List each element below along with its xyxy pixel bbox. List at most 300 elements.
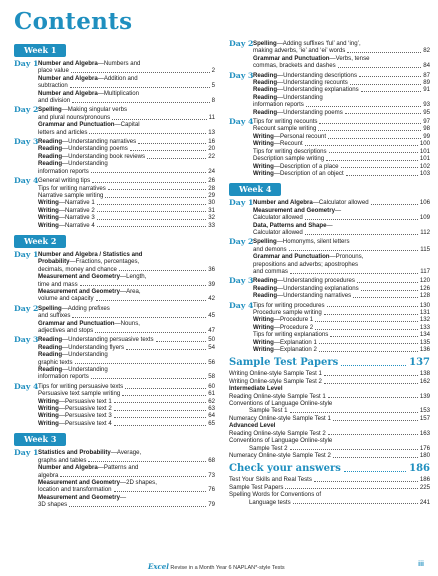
toc-entry[interactable] — [253, 79, 430, 86]
toc-entry[interactable] — [253, 101, 430, 108]
day-label: Day 4 — [229, 117, 254, 127]
entry-topic: —Narrative 1 — [58, 199, 95, 207]
entry-title — [38, 405, 112, 412]
toc-entry[interactable] — [38, 97, 215, 104]
entry-topic: graphic texts — [38, 358, 73, 366]
day-label: Day 3 — [229, 276, 254, 286]
toc-entry[interactable] — [38, 359, 215, 366]
dot-leader — [305, 219, 418, 220]
toc-entry[interactable] — [38, 312, 215, 319]
toc-entry[interactable] — [38, 366, 215, 373]
entry-topic: Numeracy Online-style Sample Test 2 — [229, 451, 331, 459]
entry-topic: Narrative sample writing — [38, 191, 104, 199]
dot-leader — [89, 133, 206, 134]
day-label: Day 3 — [229, 70, 254, 80]
entry-topic: Numeracy Online-style Sample Test 1 — [229, 414, 331, 422]
toc-entry[interactable] — [229, 378, 430, 385]
toc-entry[interactable] — [38, 344, 215, 351]
entry-topic: —Understanding flyers — [62, 343, 125, 351]
toc-entry[interactable] — [38, 479, 215, 486]
toc-entry[interactable] — [38, 67, 215, 74]
entry-page-number: 24 — [208, 167, 215, 175]
entry-topic: —Procedure 1 — [273, 316, 314, 324]
entry-title — [38, 258, 139, 265]
toc-entry[interactable] — [38, 222, 215, 229]
entry-page-number: 50 — [208, 336, 215, 344]
entry-subject: Grammar and Punctuation — [38, 121, 115, 129]
toc-entry[interactable] — [253, 331, 430, 338]
day-block — [14, 177, 215, 229]
entry-subject: Reading — [38, 138, 63, 146]
entry-title — [253, 133, 326, 140]
sample-tests-title: Sample Test Papers — [229, 357, 339, 369]
entry-topic: commas, brackets and dashes — [253, 62, 336, 70]
entry-title — [229, 484, 283, 491]
entry-page-number: 20 — [208, 145, 215, 153]
entry-topic: Tips for writing persuasive texts — [38, 382, 124, 390]
toc-entry[interactable] — [253, 118, 430, 125]
entry-page-number: 64 — [208, 412, 215, 420]
toc-entry[interactable] — [229, 437, 430, 444]
entry-page-number: 99 — [423, 132, 430, 140]
entry-title — [38, 222, 95, 229]
entry-page-number: 29 — [208, 191, 215, 199]
toc-entry[interactable] — [38, 405, 215, 412]
dot-leader — [318, 130, 421, 131]
entry-topic: Sample Test 1 — [249, 407, 288, 415]
entry-topic: location and transformation — [38, 486, 112, 494]
entry-page-number: 102 — [419, 162, 430, 170]
entry-subject: Reading — [38, 145, 63, 153]
entry-topic: Test Your Skills and Real Tests — [229, 476, 312, 484]
day-block — [14, 383, 215, 427]
toc-entry[interactable] — [38, 412, 215, 419]
dot-leader — [92, 182, 206, 183]
dot-leader — [324, 375, 418, 376]
toc-entry[interactable] — [38, 160, 215, 167]
dot-leader — [91, 378, 206, 379]
dot-leader — [319, 351, 418, 352]
day-label: Day 2 — [229, 237, 254, 247]
entry-topic: Recount sample writing — [253, 125, 317, 133]
toc-entry[interactable] — [229, 499, 430, 506]
toc-entry[interactable] — [253, 62, 430, 69]
entry-page-number: 42 — [208, 295, 215, 303]
page-title: Contents — [14, 8, 133, 35]
toc-entry[interactable] — [253, 346, 430, 353]
entry-topic: — — [326, 221, 333, 229]
entry-title — [253, 148, 327, 155]
week-label: Week 1 — [14, 44, 66, 57]
entry-topic: —2D shapes, — [119, 478, 157, 486]
entry-topic: —Understanding — [62, 366, 108, 374]
toc-entry[interactable] — [38, 145, 215, 152]
toc-entry[interactable] — [38, 251, 215, 258]
toc-entry[interactable] — [229, 452, 430, 459]
toc-entry[interactable] — [253, 133, 430, 140]
toc-entry[interactable] — [229, 385, 430, 392]
toc-entry[interactable] — [253, 47, 430, 54]
entry-page-number: 100 — [419, 140, 430, 148]
entry-page-number: 128 — [419, 292, 430, 300]
sample-tests-page: 137 — [409, 357, 430, 369]
day-block — [229, 40, 430, 70]
toc-entry[interactable] — [229, 422, 430, 429]
entry-topic: —Understanding explanations — [277, 284, 359, 292]
toc-entry[interactable] — [229, 445, 430, 452]
toc-entry[interactable] — [229, 400, 430, 407]
entry-title — [38, 273, 146, 280]
entry-subject: Advanced Level — [229, 422, 276, 430]
toc-entry[interactable] — [253, 140, 430, 147]
entry-subject: Writing — [253, 338, 274, 346]
entry-topic: —Understanding — [62, 160, 108, 168]
toc-entry[interactable] — [253, 72, 430, 79]
toc-entry[interactable] — [38, 501, 215, 508]
toc-entry[interactable] — [38, 449, 215, 456]
entry-subject: Number and Algebra — [253, 199, 313, 207]
dot-leader — [147, 158, 206, 159]
dot-leader — [156, 341, 207, 342]
entry-title — [38, 129, 87, 136]
toc-entry[interactable] — [38, 90, 215, 97]
entry-topic: Persuasive text sample writing — [38, 390, 121, 398]
entry-page-number: 157 — [419, 414, 430, 422]
entry-subject: Number and Algebra — [38, 464, 98, 472]
toc-entry[interactable] — [253, 246, 430, 253]
entry-topic: —Understanding descriptions — [277, 71, 357, 79]
day-block — [14, 106, 215, 136]
entry-title — [253, 199, 369, 206]
entry-topic: information reports — [38, 167, 89, 175]
toc-entry[interactable] — [38, 199, 215, 206]
toc-entry[interactable] — [229, 430, 430, 437]
toc-entry[interactable] — [253, 155, 430, 162]
toc-entry[interactable] — [253, 148, 430, 155]
toc-entry[interactable] — [253, 302, 430, 309]
entry-page-number: 65 — [208, 419, 215, 427]
entry-page-number: 163 — [419, 429, 430, 437]
entry-topic: —Understanding procedures — [277, 277, 355, 285]
toc-entry[interactable] — [253, 163, 430, 170]
day-label: Day 4 — [14, 381, 39, 391]
toc-entry[interactable] — [253, 109, 430, 116]
dot-leader — [290, 412, 418, 413]
dot-leader — [328, 397, 418, 398]
toc-entry[interactable] — [229, 407, 430, 414]
footer-text: Revise in a Month Year 6 NAPLAN*-style Tests — [170, 565, 285, 571]
entry-page-number: 62 — [208, 397, 215, 405]
entry-topic: —Description of an object — [273, 169, 344, 177]
toc-entry[interactable] — [229, 476, 430, 483]
entry-subject: Reading — [253, 277, 278, 285]
entry-page-number: 54 — [208, 343, 215, 351]
day-label: Day 1 — [14, 59, 39, 68]
toc-entry[interactable] — [38, 281, 215, 288]
toc-entry[interactable] — [253, 94, 430, 101]
entry-topic: —Personal recount — [273, 132, 327, 140]
entry-topic: Tips for writing explanations — [253, 331, 329, 339]
entry-topic: General writing tips — [38, 177, 91, 185]
toc-entry[interactable] — [38, 486, 215, 493]
entry-title — [38, 288, 141, 295]
entry-subject: Number and Algebra — [38, 60, 98, 67]
entry-topic: —Understanding — [277, 93, 323, 101]
toc-entry[interactable] — [253, 285, 430, 292]
entry-title — [229, 415, 331, 422]
toc-entry[interactable] — [253, 214, 430, 221]
entry-page-number: 106 — [419, 199, 430, 207]
entry-topic: —Narrative 4 — [58, 221, 95, 229]
day-label: Day 1 — [14, 448, 39, 458]
toc-entry[interactable] — [38, 258, 215, 265]
toc-entry[interactable] — [229, 370, 430, 377]
toc-entry[interactable] — [253, 170, 430, 177]
toc-entry[interactable] — [253, 253, 430, 260]
entry-title — [38, 145, 128, 152]
toc-entry[interactable] — [38, 153, 215, 160]
entry-subject: Number and Algebra — [38, 74, 98, 82]
toc-entry[interactable] — [253, 199, 430, 206]
entry-topic: and division — [38, 97, 71, 105]
entry-topic: —Understanding recounts — [277, 79, 348, 87]
week-label: Week 2 — [14, 235, 66, 248]
toc-entry[interactable] — [253, 40, 430, 47]
entry-page-number: 98 — [423, 125, 430, 133]
entry-subject: Writing — [38, 419, 59, 427]
toc-entry[interactable] — [229, 491, 430, 498]
day-entries — [253, 40, 430, 70]
toc-entry[interactable] — [38, 351, 215, 358]
entry-page-number: 136 — [419, 346, 430, 354]
toc-entry[interactable] — [229, 393, 430, 400]
entry-topic: Tips for writing recounts — [253, 118, 318, 126]
entry-title — [253, 324, 313, 331]
toc-entry[interactable] — [38, 106, 215, 113]
toc-entry[interactable] — [38, 373, 215, 380]
toc-entry[interactable] — [253, 261, 430, 268]
dot-leader — [105, 197, 206, 198]
toc-entry[interactable] — [229, 415, 430, 422]
entry-page-number: 101 — [419, 155, 430, 163]
toc-entry[interactable] — [38, 121, 215, 128]
toc-entry[interactable] — [253, 309, 430, 316]
entry-title — [253, 253, 363, 260]
toc-entry[interactable] — [38, 168, 215, 175]
dot-leader — [371, 204, 418, 205]
entry-page-number: 93 — [423, 101, 430, 109]
toc-entry[interactable] — [38, 185, 215, 192]
entry-subject: Reading — [253, 284, 278, 292]
entry-page-number: 30 — [208, 199, 215, 207]
entry-subject: Writing — [38, 397, 59, 405]
entry-subject: Writing — [253, 140, 274, 148]
entry-page-number: 95 — [423, 108, 430, 116]
toc-entry[interactable] — [229, 484, 430, 491]
entry-page-number: 60 — [208, 382, 215, 390]
entry-title — [38, 359, 73, 366]
entry-title — [38, 168, 89, 175]
toc-entry[interactable] — [253, 324, 430, 331]
entry-topic: making adverbs, ‘ie’ and ‘ei’ words — [253, 47, 346, 55]
toc-entry[interactable] — [253, 316, 430, 323]
entry-topic: Spelling Words for Conventions of — [229, 491, 322, 499]
day-block — [14, 138, 215, 175]
entry-title — [38, 114, 110, 121]
toc-entry[interactable] — [38, 457, 215, 464]
entry-page-number: 31 — [208, 206, 215, 214]
entry-topic: place value — [38, 67, 69, 75]
toc-entry[interactable] — [38, 75, 215, 82]
entry-page-number: 8 — [211, 97, 215, 105]
entry-page-number: 176 — [419, 444, 430, 452]
toc-entry[interactable] — [253, 55, 430, 62]
entry-title — [38, 336, 154, 343]
sample-tests-heading[interactable] — [229, 357, 430, 369]
day-entries — [38, 177, 215, 229]
entry-title — [253, 229, 303, 236]
entry-page-number: 73 — [208, 471, 215, 479]
entry-topic: —Multiplication — [97, 89, 140, 97]
entry-topic: —Average, — [110, 449, 142, 457]
toc-entry[interactable] — [38, 327, 215, 334]
toc-entry[interactable] — [253, 222, 430, 229]
dot-leader — [305, 234, 418, 235]
toc-entry[interactable] — [38, 207, 215, 214]
dot-leader — [108, 189, 206, 190]
entry-topic: letters and articles — [38, 128, 88, 136]
day-label: Day 1 — [229, 198, 254, 208]
entry-topic: Sample Test Papers — [229, 483, 284, 491]
toc-entry[interactable] — [38, 295, 215, 302]
entry-topic: —Length, — [119, 273, 147, 281]
toc-entry[interactable] — [38, 214, 215, 221]
entry-title — [229, 400, 332, 407]
entry-title — [38, 251, 142, 258]
toc-entry[interactable] — [253, 268, 430, 275]
day-block — [14, 251, 215, 303]
dot-leader — [345, 113, 421, 114]
entry-subject: Grammar and Punctuation — [253, 54, 330, 62]
toc-entry[interactable] — [38, 420, 215, 427]
dot-leader — [285, 488, 417, 489]
toc-entry[interactable] — [38, 192, 215, 199]
toc-entry[interactable] — [38, 114, 215, 121]
entry-topic: —Recount — [273, 140, 303, 148]
toc-entry[interactable] — [253, 125, 430, 132]
day-block — [229, 72, 430, 116]
entry-title — [253, 261, 358, 268]
toc-entry[interactable] — [253, 292, 430, 299]
toc-entry[interactable] — [253, 86, 430, 93]
dot-leader — [341, 365, 406, 366]
toc-entry[interactable] — [253, 207, 430, 214]
toc-entry[interactable] — [253, 229, 430, 236]
check-answers-heading[interactable] — [229, 463, 430, 475]
entry-topic: —Understanding explanations — [277, 86, 359, 94]
toc-entry[interactable] — [38, 288, 215, 295]
entry-topic: —Persuasive text 4 — [58, 419, 112, 427]
entry-page-number: 76 — [208, 486, 215, 494]
entry-title — [229, 499, 291, 506]
dot-leader — [324, 314, 418, 315]
entry-title — [38, 412, 112, 419]
entry-page-number: 130 — [419, 301, 430, 309]
entry-page-number: 139 — [419, 392, 430, 400]
dot-leader — [324, 383, 418, 384]
entry-title — [229, 407, 288, 414]
toc-entry[interactable] — [253, 277, 430, 284]
toc-entry[interactable] — [38, 60, 215, 67]
entry-page-number: 134 — [419, 331, 430, 339]
dot-leader — [353, 297, 418, 298]
toc-entry[interactable] — [253, 238, 430, 245]
dot-leader — [290, 449, 418, 450]
entry-title — [229, 437, 332, 444]
entry-page-number: 47 — [208, 327, 215, 334]
toc-entry[interactable] — [38, 383, 215, 390]
toc-entry[interactable] — [38, 82, 215, 89]
dot-leader — [328, 138, 421, 139]
entry-subject: Reading — [38, 343, 63, 351]
entry-page-number: 36 — [208, 265, 215, 273]
entry-page-number: 126 — [419, 284, 430, 292]
entry-page-number: 132 — [419, 316, 430, 324]
dot-leader — [289, 250, 419, 251]
entry-page-number: 131 — [419, 309, 430, 316]
entry-title — [38, 160, 108, 167]
entry-title — [253, 72, 357, 79]
dot-leader — [347, 52, 421, 53]
dot-leader — [138, 143, 206, 144]
toc-entry[interactable] — [38, 273, 215, 280]
toc-entry[interactable] — [38, 177, 215, 184]
entry-topic: information reports — [38, 373, 89, 381]
toc-entry[interactable] — [38, 336, 215, 343]
entry-page-number: 33 — [208, 221, 215, 229]
entry-subject: Writing — [253, 323, 274, 331]
entry-subject: Writing — [38, 214, 59, 222]
dot-leader — [125, 388, 206, 389]
toc-entry[interactable] — [38, 390, 215, 397]
toc-entry[interactable] — [38, 472, 215, 479]
toc-entry[interactable] — [38, 320, 215, 327]
toc-entry[interactable] — [38, 129, 215, 136]
toc-entry[interactable] — [38, 266, 215, 273]
entry-title — [253, 277, 355, 284]
dot-leader — [112, 119, 207, 120]
toc-entry[interactable] — [38, 398, 215, 405]
entry-page-number: 87 — [423, 71, 430, 79]
dot-leader — [114, 491, 207, 492]
entry-title — [38, 390, 120, 397]
toc-entry[interactable] — [38, 494, 215, 501]
toc-entry[interactable] — [38, 464, 215, 471]
entry-title — [38, 138, 136, 145]
entry-topic: Procedure sample writing — [253, 309, 322, 316]
day-block — [14, 305, 215, 335]
toc-entry[interactable] — [253, 339, 430, 346]
entry-topic: Language tests — [249, 498, 291, 506]
entry-title — [253, 170, 344, 177]
day-entries — [38, 336, 215, 380]
entry-page-number: 101 — [419, 147, 430, 155]
entry-title — [253, 118, 317, 125]
toc-entry[interactable] — [38, 305, 215, 312]
dot-leader — [344, 471, 406, 472]
toc-entry[interactable] — [38, 138, 215, 145]
entry-title — [253, 94, 323, 101]
